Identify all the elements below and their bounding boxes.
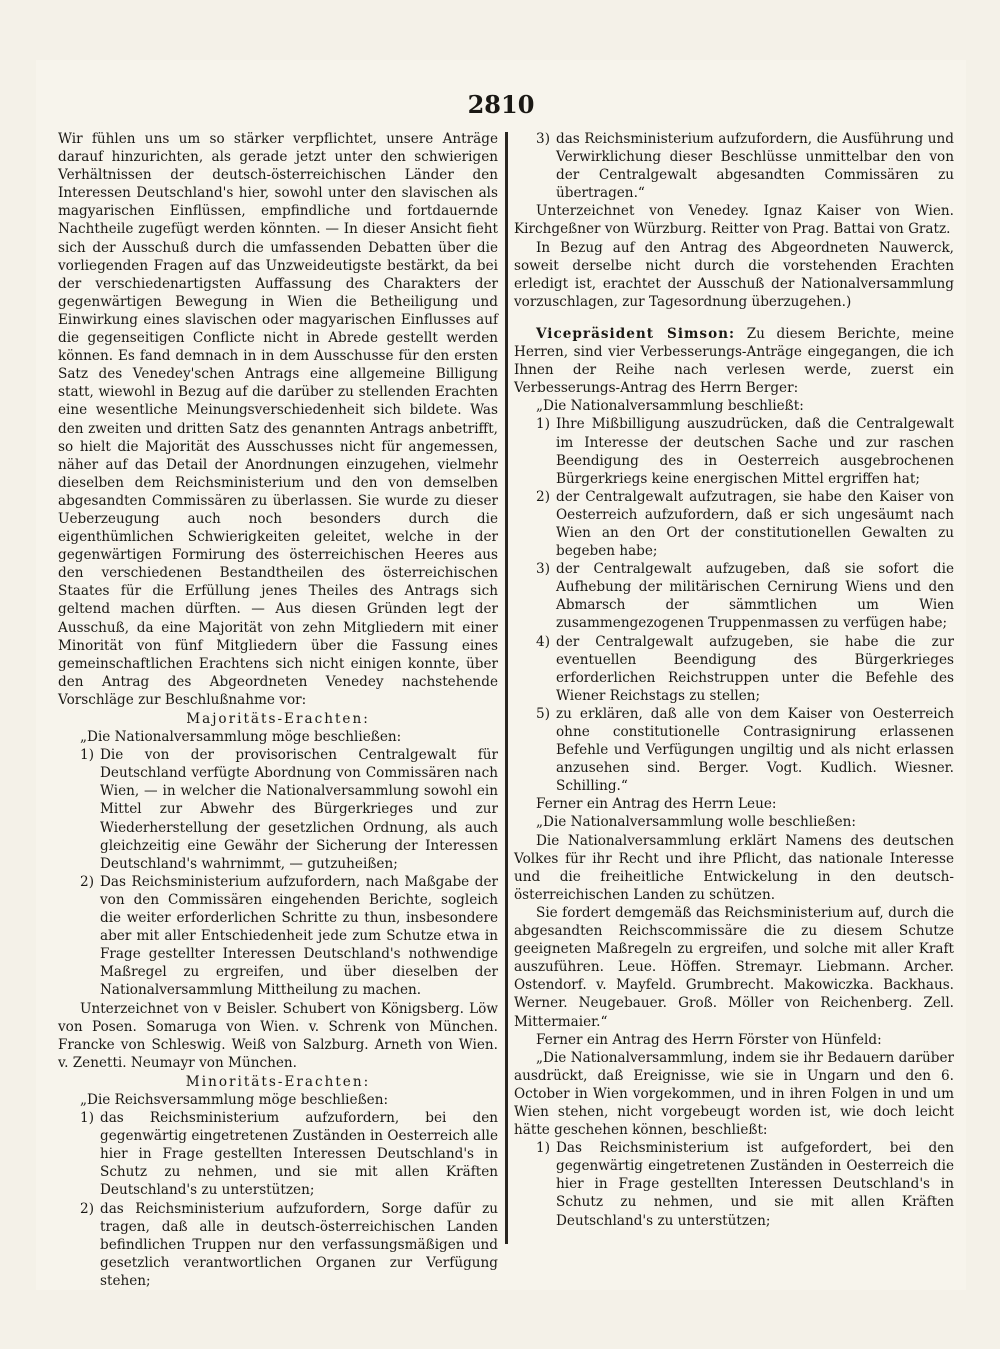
item-number: 1) (536, 1140, 550, 1157)
majority-quote: „Die Nationalversammlung möge beschließen: (80, 729, 402, 746)
item-number: 3) (536, 561, 550, 578)
item-text: Die von der provisorischen Centralgewalt für Deutschland verfügte Abordnung von Commissären nach Wien, — in welcher die Nationalversammlung sowohl ein Mittel zur Abwehr des Bürgerkrieges und zur Wiederherstellung der gesetzlichen Ordnung, als auch gleichzeitig eine Gewähr der Sicherung der Interessen Deutschland's wahrnimmt, — gutzuheißen; (100, 747, 498, 872)
speaker-paragraph (514, 325, 954, 397)
item-number: 1) (536, 416, 550, 433)
left-column (58, 130, 498, 1290)
minority-item (58, 1109, 498, 1199)
berger-item (514, 560, 954, 632)
column-divider (505, 132, 508, 1244)
item-text: Das Reichsministerium ist aufgefordert, bei den gegenwärtig eingetretenen Zuständen in Oesterreich die hier in Frage gestellten Interessen Deutschland's in Schutz zu nehmen, und sie mit allen Kräften Deutschland's zu unterstützen; (556, 1140, 954, 1229)
item-number: 1) (80, 1110, 94, 1127)
leue-paragraph: Die Nationalversammlung erklärt Namens des deutschen Volkes für ihr Recht und ihre Pflicht, das nationale Interesse und die freiheitliche Entwickelung in den deutsch-österreichischen Landen zu schützen. (514, 832, 954, 903)
item-text: das Reichsministerium aufzufordern, die Ausführung und Verwirklichung dieser Beschlüsse unmittelbar den von der Centralgewalt abgesandten Commissären zu übertragen.“ (556, 131, 954, 202)
foerster-intro: Ferner ein Antrag des Herrn Förster von Hünfeld: (536, 1031, 882, 1048)
minority-item (58, 1200, 498, 1290)
leue-intro: Ferner ein Antrag des Herrn Leue: (536, 796, 777, 813)
item-number: 4) (536, 633, 550, 650)
majority-item (58, 746, 498, 873)
foerster-quote: „Die Nationalversammlung, indem sie ihr Bedauern darüber ausdrückt, daß Ereignisse, wie sie in Ungarn und den 6. October in Wien vorgekommen, und in ihren Folgen in und um Wien stehen, nicht vorgebeugt worden ist, wie doch leicht hätte geschehen können, beschließt: (514, 1049, 954, 1139)
item-number: 3) (536, 131, 550, 147)
item-text: der Centralgewalt aufzugeben, sie habe die zur eventuellen Beendigung des Bürgerkrieges erforderlichen Reichstruppen unter die Befehle des Wiener Reichstags zu stellen; (556, 633, 954, 704)
majority-signers: Unterzeichnet von v Beisler. Schubert von Königsberg. Löw von Posen. Somaruga von Wien. v. Schrenk von München. Francke von Schleswig. Weiß von Salzburg. Arneth von Wien. v. Zenetti. Neumayr von München. (58, 1000, 498, 1071)
berger-item (514, 415, 954, 487)
berger-item (514, 705, 954, 795)
majority-heading: Majoritäts-Erachten: (186, 711, 370, 727)
berger-quote: „Die Nationalversammlung beschließt: (536, 398, 804, 415)
item-text: das Reichsministerium aufzufordern, Sorge dafür zu tragen, daß alle in deutsch-österreichischen Landen befindlichen Truppen nur den verfassungsmäßigen und gesetzlich verantwortlichen Organen zur Verfügung stehen; (100, 1200, 498, 1289)
item-text: der Centralgewalt aufzutragen, sie habe den Kaiser von Oesterreich aufzufordern, daß er sich ungesäumt nach Wien an den Ort der constitutionellen Gewalten zu begeben habe; (556, 488, 954, 560)
right-column (514, 130, 954, 1230)
speaker-name: Vicepräsident Simson: (536, 325, 736, 342)
nauwerck-note: In Bezug auf den Antrag des Abgeordneten Nauwerck, soweit derselbe nicht durch die vorstehenden Erachten erledigt ist, erachtet der Ausschuß der Nationalversammlung vorzuschlagen, zur Tagesordnung überzugehen.) (514, 239, 954, 310)
page-number: 2810 (467, 90, 535, 119)
item-number: 2) (536, 488, 550, 505)
minority-signers: Unterzeichnet von Venedey. Ignaz Kaiser von Wien. Kirchgeßner von Würzburg. Reitter von Prag. Battai von Gratz. (514, 203, 954, 238)
item-number: 1) (80, 747, 94, 764)
berger-item (514, 633, 954, 705)
item-text: Ihre Mißbilligung auszudrücken, daß die Centralgewalt im Interesse der deutschen Sache und zur raschen Beendigung des in Oesterreich ausgebrochenen Bürgerkriegs keine energischen Mittel ergriffen hat; (556, 416, 954, 487)
majority-item (58, 873, 498, 1000)
item-text: Das Reichsministerium aufzufordern, nach Maßgabe der von den Commissären eingehenden Berichte, sogleich die weiter erforderlichen Schritte zu thun, insbesondere aber mit aller Entschiedenheit jede zum Schutze etwa in Frage gestellter Interessen Deutschland's nothwendige Maßregel zu ergreifen, und über dieselben der Nationalversammlung Mittheilung zu machen. (100, 873, 498, 999)
leue-paragraph: Sie fordert demgemäß das Reichsministerium auf, durch die abgesandten Reichscommissäre die zu diesem Schutze geeigneten Maßregeln zu ergreifen, und solche mit aller Kraft auszuführen. Leue. Höffen. Stremayr. Liebmann. Archer. Ostendorf. v. Mayfeld. Grumbrecht. Makowiczka. Backhaus. Werner. Neugebauer. Groß. Möller von Reichenberg. Zell. Mittermaier.“ (514, 904, 954, 1030)
berger-item (514, 488, 954, 560)
speaker-text: Zu diesem Berichte, meine Herren, sind vier Verbesserungs-Anträge eingegangen, die ich Ihnen der Reihe nach verlesen werde, zuerst ein Verbesserungs-Antrag des Herrn Berger: (514, 325, 954, 397)
item-text: zu erklären, daß alle von dem Kaiser von Oesterreich ohne constitutionelle Contrasignirung erlassenen Befehle und Verfügungen ungiltig und als nicht erlassen anzusehen sind. Berger. Vogt. Kudlich. Wiesner. Schilling.“ (556, 705, 954, 795)
foerster-item (514, 1139, 954, 1229)
item-number: 2) (80, 1200, 94, 1217)
item-number: 2) (80, 873, 94, 890)
intro-paragraph: Wir fühlen uns um so stärker verpflichtet, unsere Anträge darauf hinzurichten, als gerade jetzt unter den schwierigen Verhältnissen der deutsch-österreichischen Länder den Interessen Deutschland's hier, sowohl unter den slavischen als magyarischen Einflüssen, empfindliche und fortdauernde Nachtheile zugefügt werden könnten. — In dieser Ansicht fieht sich der Ausschuß durch die umfassenden Debatten über die vorliegenden Fragen auf das Unzweideutigste bestärkt, da bei der verschiedenartigsten Auffassung des Charakters der gegenwärtigen Bewegung in Wien die Betheiligung und Einwirkung eines slavischen oder magyarischen Einflusses auf die gegenseitigen Conflicte nicht in Abrede gestellt werden können. Es fand demnach in in dem Ausschusse für den ersten Satz des Venedey'schen Antrags eine allgemeine Billigung statt, wiewohl in Bezug auf die darüber zu stellenden Erachten eine wesentliche Meinungsverschiedenheit sich bildete. Was den zweiten und dritten Satz des genannten Antrags anbetrifft, so hielt die Majorität des Ausschusses nicht für angemessen, näher auf das Detail der Anordnungen einzugehen, vielmehr dieselben dem Reichsministerium und den von demselben abgesandten Commissären zu überlassen. Sie wurde zu dieser Ueberzeugung auch noch besonders durch die eigenthümlichen Schwierigkeiten geleitet, welche in der gegenwärtigen Formirung des österreichischen Heeres aus den verschiedenen Bestandtheilen des österreichischen Staates für die Erfüllung jenes Theiles des Antrags sich geltend machen dürften. — Aus diesen Gründen legt der Ausschuß, da eine Majorität von zehn Mitgliedern mit einer Minorität von fünf Mitgliedern über die Fassung eines gemeinschaftlichen Erachtens sich nicht einigen konnte, über den Antrag des Abgeordneten Venedey nachstehende Vorschläge zur Beschlußnahme vor: (58, 131, 498, 708)
item-text: das Reichsministerium aufzufordern, bei den gegenwärtig eingetretenen Zuständen in Oesterreich alle hier in Frage gestellten Interessen Deutschland's in Schutz zu nehmen, und sie mit allen Kräften Deutschland's zu unterstützen; (100, 1110, 498, 1199)
newspaper-page (36, 60, 966, 1290)
minority-item (514, 130, 954, 202)
minority-quote: „Die Reichsversammlung möge beschließen: (80, 1091, 389, 1108)
item-number: 5) (536, 705, 550, 722)
item-text: der Centralgewalt aufzugeben, daß sie sofort die Aufhebung der militärischen Cernirung Wiens und den Abmarsch der sämmtlichen um Wien zusammengezogenen Truppenmassen zu verfügen habe; (556, 561, 954, 632)
minority-heading: Minoritäts-Erachten: (185, 1073, 371, 1090)
leue-quote: „Die Nationalversammlung wolle beschließen: (536, 814, 856, 831)
